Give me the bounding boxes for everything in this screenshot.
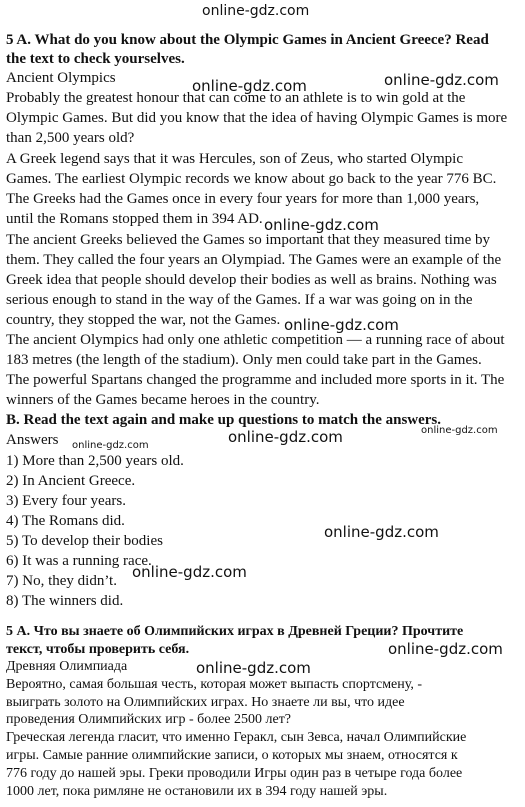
text-line: The ancient Olympics had only one athletic competition — a running race of about — [6, 332, 505, 348]
text-line: The powerful Spartans changed the programme and included more sports in it. The — [6, 372, 505, 388]
task-a-heading: 5 A. What do you know about the Olympic Games in Ancient Greece? Read — [6, 32, 489, 48]
russian-text-line: проведения Олимпийских игр - более 2500 лет? — [6, 712, 292, 727]
text-line: them. They called the four years an Olympiad. The Games were an example of the — [6, 252, 502, 268]
text-line: than 2,500 years old? — [6, 130, 135, 146]
text-line: The ancient Greeks believed the Games so important that they measured time by — [6, 232, 491, 248]
watermark: online-gdz.com — [324, 523, 439, 541]
task-a-heading-cont: the text to check yourselves. — [6, 51, 185, 67]
russian-text-line: 1000 лет, пока римляне не остановили их в 394 году нашей эры. — [6, 784, 388, 799]
text-line: Greek idea that people should develop their bodies as well as brains. Nothing was — [6, 272, 497, 288]
watermark: online-gdz.com — [132, 563, 247, 581]
text-line: The Greeks had the Games once in every four years for more than 1,000 years, — [6, 191, 480, 207]
russian-text-line: 776 году до нашей эры. Греки проводили Игры один раз в четыре года более — [6, 766, 463, 781]
russian-text-line: Вероятно, самая большая честь, которая может выпасть спортсмену, - — [6, 677, 423, 692]
answer-item: 6) It was a running race. — [6, 553, 152, 569]
watermark: online-gdz.com — [284, 316, 399, 334]
text-title: Ancient Olympics — [6, 70, 116, 86]
watermark: online-gdz.com — [196, 659, 311, 677]
answer-item: 3) Every four years. — [6, 493, 126, 509]
text-line: serious enough to stand in the way of the Games. If a war was going on in the — [6, 292, 473, 308]
russian-title: Древняя Олимпиада — [6, 659, 128, 674]
watermark: online-gdz.com — [192, 77, 307, 95]
russian-task-heading-cont: текст, чтобы проверить себя. — [6, 642, 190, 657]
text-line: Probably the greatest honour that can come to an athlete is to win gold at the — [6, 90, 466, 106]
watermark: online-gdz.com — [264, 216, 379, 234]
watermark: online-gdz.com — [388, 640, 503, 658]
text-line: Games. The earliest Olympic records we know about go back to the year 776 BC. — [6, 171, 497, 187]
watermark: online-gdz.com — [202, 3, 310, 19]
text-line: winners of the Games became heroes in the country. — [6, 392, 320, 408]
answer-item: 2) In Ancient Greece. — [6, 473, 136, 489]
answer-item: 4) The Romans did. — [6, 513, 125, 529]
watermark: online-gdz.com — [421, 425, 498, 436]
text-line: until the Romans stopped them in 394 AD. — [6, 211, 263, 227]
russian-text-line: Греческая легенда гласит, что именно Геракл, сын Зевса, начал Олимпийские — [6, 730, 467, 745]
text-line: country, they stopped the war, not the Games. — [6, 312, 281, 328]
russian-text-line: игры. Самые ранние олимпийские записи, о которых мы знаем, относятся к — [6, 748, 458, 763]
watermark: online-gdz.com — [72, 440, 149, 451]
text-line: A Greek legend says that it was Hercules, son of Zeus, who started Olympic — [6, 151, 463, 167]
russian-text-line: выиграть золото на Олимпийских играх. Но знаете ли вы, что идее — [6, 695, 405, 710]
watermark: online-gdz.com — [228, 428, 343, 446]
answer-item: 1) More than 2,500 years old. — [6, 453, 184, 469]
text-line: 183 metres (the length of the stadium). Only men could take part in the Games. — [6, 352, 482, 368]
answer-item: 7) No, they didn’t. — [6, 573, 117, 589]
answer-item: 8) The winners did. — [6, 593, 124, 609]
text-line: Olympic Games. But did you know that the idea of having Olympic Games is more — [6, 110, 508, 126]
russian-task-heading: 5 А. Что вы знаете об Олимпийских играх в Древней Греции? Прочтите — [6, 624, 464, 639]
answers-title: Answers — [6, 432, 59, 448]
watermark: online-gdz.com — [384, 71, 499, 89]
task-b-heading: B. Read the text again and make up questions to match the answers. — [6, 412, 442, 428]
answer-item: 5) To develop their bodies — [6, 533, 163, 549]
